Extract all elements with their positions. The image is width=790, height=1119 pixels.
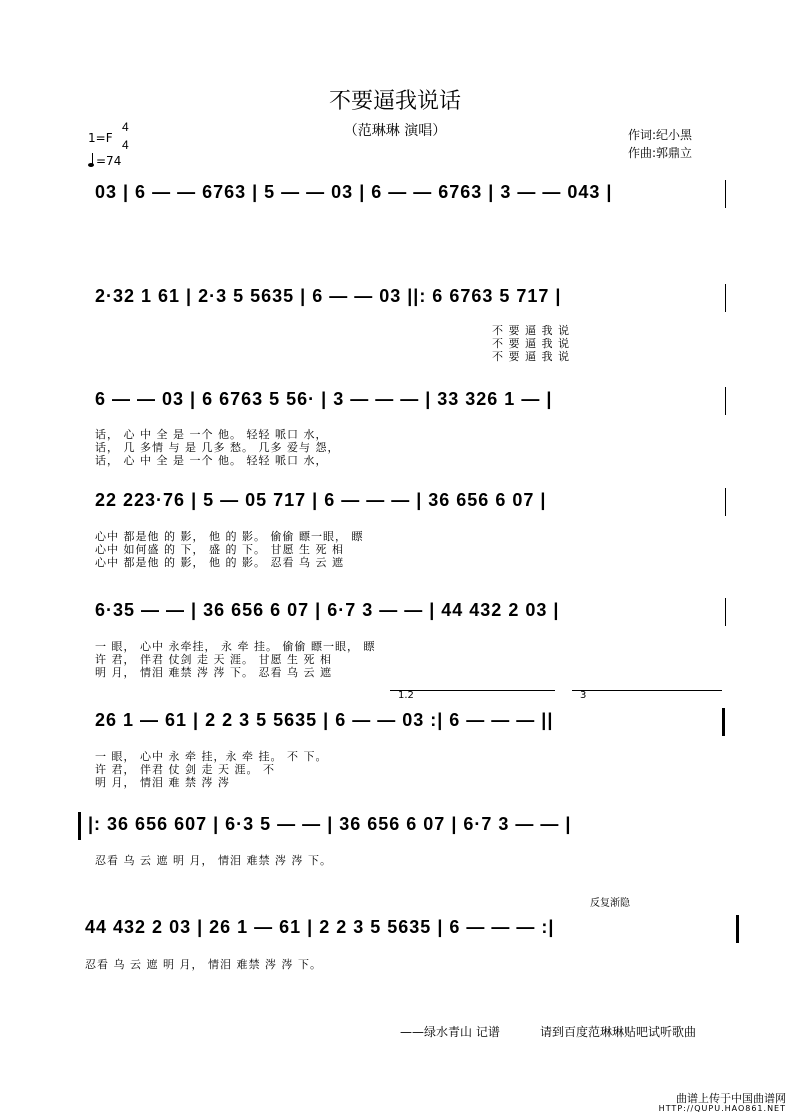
notation-line: |: 36 656 607 | 6·3 5 — — | 36 656 6 07 | 6·7 3 — — | xyxy=(88,814,572,834)
barline xyxy=(725,598,726,626)
barline xyxy=(725,284,726,312)
notation-line: 6 — — 03 | 6 6763 5 56· | 3 — — — | 33 326 1 — | xyxy=(95,389,553,409)
lyric-line: 心中 如何盛 的 下， 盛 的 下。 甘愿 生 死 相 xyxy=(95,543,344,556)
volta-bracket-1 xyxy=(390,690,555,691)
lyric-line: 不 要 逼 我 说 xyxy=(492,324,570,337)
repeat-start-barline xyxy=(78,812,81,840)
song-title: 不要逼我说话 xyxy=(328,89,461,114)
lyric-line: 忍看 乌 云 遮 明 月， 情泪 难禁 涔 涔 下。 xyxy=(85,958,322,971)
quarter-note-icon xyxy=(88,153,94,167)
composer-credit: 作曲:郭鼎立 xyxy=(628,146,693,160)
lyric-line: 话， 心 中 全 是 一个 他。 轻轻 哌口 水， xyxy=(95,454,328,467)
notation-line: 2·32 1 61 | 2·3 5 5635 | 6 — — 03 ||: 6 6763 5 717 | xyxy=(95,286,562,306)
barline-final xyxy=(722,708,725,736)
time-signature-bottom: 4 xyxy=(122,138,129,152)
lyricist-credit: 作词:纪小黑 xyxy=(628,128,693,142)
lyric-line: 话， 心 中 全 是 一个 他。 轻轻 哌口 水， xyxy=(95,428,328,441)
lyric-line: 心中 都是他 的 影， 他 的 影。 偷偷 瞟一眼， 瞟 xyxy=(95,530,364,543)
promo-note: 请到百度范琳琳贴吧试听歌曲 xyxy=(540,1025,697,1039)
watermark-url: HTTP://QUPU.HAO861.NET xyxy=(658,1104,786,1113)
notation-line: 6·35 — — | 36 656 6 07 | 6·7 3 — — | 44 432 2 03 | xyxy=(95,600,560,620)
notation-line: 22 223·76 | 5 — 05 717 | 6 — — — | 36 656 6 07 | xyxy=(95,490,547,510)
lyric-line: 许 君， 伴君 仗剑 走 天 涯。 甘愿 生 死 相 xyxy=(95,653,332,666)
lyric-line: 明 月， 情泪 难禁 涔 涔 下。 忍看 乌 云 遮 xyxy=(95,666,332,679)
tempo-marking xyxy=(88,153,121,168)
barline xyxy=(725,180,726,208)
lyric-line: 一 眼， 心中 永牵挂， 永 牵 挂。 偷偷 瞟一眼， 瞟 xyxy=(95,640,376,653)
repeat-fade-marking: 反复渐隐 xyxy=(590,898,630,909)
key-signature: 1=F xyxy=(88,131,113,145)
barline xyxy=(725,387,726,415)
recorder-credit: ——绿水青山 记谱 xyxy=(400,1025,500,1039)
lyric-line: 许 君， 伴君 仗 剑 走 天 涯。 不 xyxy=(95,763,275,776)
lyric-line: 忍看 乌 云 遮 明 月， 情泪 难禁 涔 涔 下。 xyxy=(95,854,332,867)
song-subtitle: （范琳琳 演唱） xyxy=(343,123,447,139)
lyric-line: 话， 几 多情 与 是 几多 愁。 几多 爱与 怨， xyxy=(95,441,340,454)
lyric-line: 心中 都是他 的 影， 他 的 影。 忍看 乌 云 遮 xyxy=(95,556,344,569)
time-signature-top: 4 xyxy=(122,120,129,134)
notation-line: 26 1 — 61 | 2 2 3 5 5635 | 6 — — 03 :| 6 — — — || xyxy=(95,710,554,730)
lyric-line: 不 要 逼 我 说 xyxy=(492,337,570,350)
watermark-text: 曲谱上传于中国曲谱网 xyxy=(676,1092,786,1105)
volta-1-label: 1.2 xyxy=(398,690,414,701)
volta-bracket-2 xyxy=(572,690,722,691)
notation-line: 44 432 2 03 | 26 1 — 61 | 2 2 3 5 5635 | 6 — — — :| xyxy=(85,917,555,937)
notation-line: 03 | 6 — — 6763 | 5 — — 03 | 6 — — 6763 | 3 — — 043 | xyxy=(95,182,613,202)
lyric-line: 不 要 逼 我 说 xyxy=(492,350,570,363)
tempo-value: =74 xyxy=(96,154,122,168)
barline xyxy=(725,488,726,516)
lyric-line: 一 眼， 心中 永 牵 挂，永 牵 挂。 不 下。 xyxy=(95,750,328,763)
lyric-line: 明 月， 情泪 难 禁 涔 涔 xyxy=(95,776,230,789)
repeat-end-barline xyxy=(736,915,739,943)
volta-2-label: 3 xyxy=(580,690,587,701)
